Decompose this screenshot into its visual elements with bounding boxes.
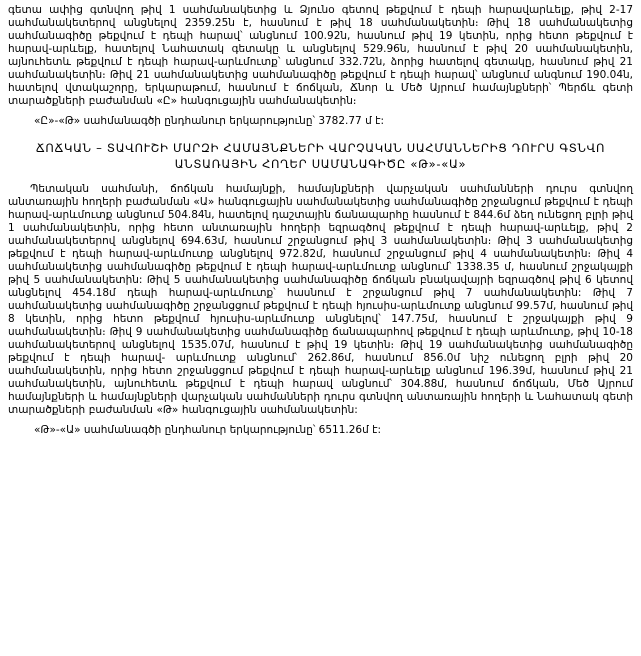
section-heading <box>21 141 621 172</box>
section-heading-line-2: ԱՆՏԱՌԱՅԻՆ ՀՈՂԵՐ ՍԱՄԱՆԱԳԻԾԸ «Թ»-«Ա» <box>174 156 467 171</box>
boundary-length-one: «Ը»-«Թ» սահմանագծի ընդհանուր երկարությունը՝ 3782.77 մ է: <box>34 115 385 127</box>
spacer <box>8 108 633 115</box>
paragraph-two: Պետական սահմանի, ճոճկան համայնքի, համայնքների վարչական սահմանների դուրս գտնվող անտառային հողերի բաժանման «Ա» հանգուցային սահմանակետից սահմանագիծը շրջանցում թեքվում է դեպի հարավ-արևմուտք անցնում 504.84ն, հատելով դաշտային ճանապարհը հասնում է 844.6մ ձեղ ունեցող բլրի թիվ 1 սահմանակետին, որից հետո անտառային հողերի եզրագծով թեքվում է դեպի հարավ-արևելք, թիվ 2 սահմանակետերով անցնելով 694.63մ, հասնում շրջանցում թիվ 3 սահմանակետին։ Թիվ 3 սահմանակետից թեքվում է դեպի հարավ-արևմուտք անցնելով 972.82մ, հասնում շրջանցում թիվ 4 սահմանակետին։ Թիվ 4 սահմանակետից սահմանագիծը թեքվում է դեպի հարավ-արևմուտք անցնում՝ 1338.35 մ, հասնում շրջակայքի թիվ 5 սահմանակետին: Թիվ 5 սահմանակետից սահմանագիծը ճոճկան բնակավայրի եզրագծով թիվ 6 կետով անցնելով 454.18մ դեպի հարավ-արևմուտք՝ հասնում է շրջանցում թիվ 7 սահմանակետին: Թիվ 7 սահմանակետից սահմանագիծը շրջանցցում թեքվում է դեպի հյուսիս-արևմուտք անցնում 99.57մ, հասնում թիվ 8 կետին, որից հետո թեքվում հյուսիս-արևմուտք անցնելով՝ 147.75մ, հասնում է շրջակայքի թիվ 9 սահմանակետին։ Թիվ 9 սահմանակետից սահմանագիծը ճանապարհով թեքվում է դեպի արևմուտք, թիվ 10-18 սահմանակետերով անցնելով 1535.07մ, հասնում է թիվ 19 կետին։ Թիվ 19 սահմանակետից սահմանագիծը թեքվում է դեպի հարավ- արևմուտք անցնում՝ 262.86մ, հասնում 856.0մ նիշ ունեցող բլրի թիվ 20 սահմանակետին, որից հետո շրջանցցում թեքվում է դեպի հարավ-արևելք անցնում 196.39մ, հասնում թիվ 21 սահմանակետին, այնուհետև թեքվում է դեպի հարավ անցնում՝ 304.88մ, հասնում ճոճկան, Մեծ Այրում համայնքների և համայնքների վարչական սահմանների դուրս գտնվող անտառային հողերի և Նահատակ գետի տարածքների բաժանման «Թ» հանգուցային սահմանակետին: <box>8 183 633 416</box>
paragraph-one: գետա ափից գտնվող թիվ 1 սահմանակետից և Ձյունօ գետով թեքվում է դեպի հարավարևելք, թիվ 2-17 սահմանակետերով անցնելով 2359.25ն է, հասնում է թիվ 18 սահմանակետին։ Թիվ 18 սահմանակետից սահմանագիծը թեքվում է դեպի հարավ՝ անցնում 100.92ն, հասնում թիվ 19 կետին, որից հետո թեքվում է հարավ-արևելք, հատելով Նահատակ գետակը և անցնելով 529.96ն, հասնում է թիվ 20 սահմանակետին, այնուհետև թեքվում է դեպի հարավ-արևմուտք՝ անցնում 332.72ն, ձորից հատելով գետակը, հասնում թիվ 21 սահմանակետին։ Թիվ 21 սահմանակետից սահմանագիծը թեքվում է դեպի հարավ՝ անցնում անգնում 190.04ն, հատելով վտակաշորը, երկարաթում, հասնում է ճոճկան, Ճնոր և Մեծ Այրում համայնքների՝ Պերճև գետի տարածքների բաժանման «Ը» հանգուցային սահմանակետին։ <box>8 4 633 107</box>
boundary-length-two: «Թ»-«Ա» սահմանագծի ընդհանուր երկարությունը՝ 6511.26մ է: <box>34 424 382 436</box>
spacer <box>8 417 633 424</box>
spacer <box>8 172 633 183</box>
spacer <box>8 128 633 141</box>
section-heading-line-1: ՃՈՃԿԱՆ – ՏԱՎՈՒՇԻ ՄԱՐԶԻ ՀԱՄԱՅՆՔՆԵՐԻ ՎԱՐՉԱԿԱՆ ՍԱՀՄԱՆՆԵՐԻՑ ԴՈՒՐՍ ԳՏՆՎՈ <box>35 141 606 155</box>
